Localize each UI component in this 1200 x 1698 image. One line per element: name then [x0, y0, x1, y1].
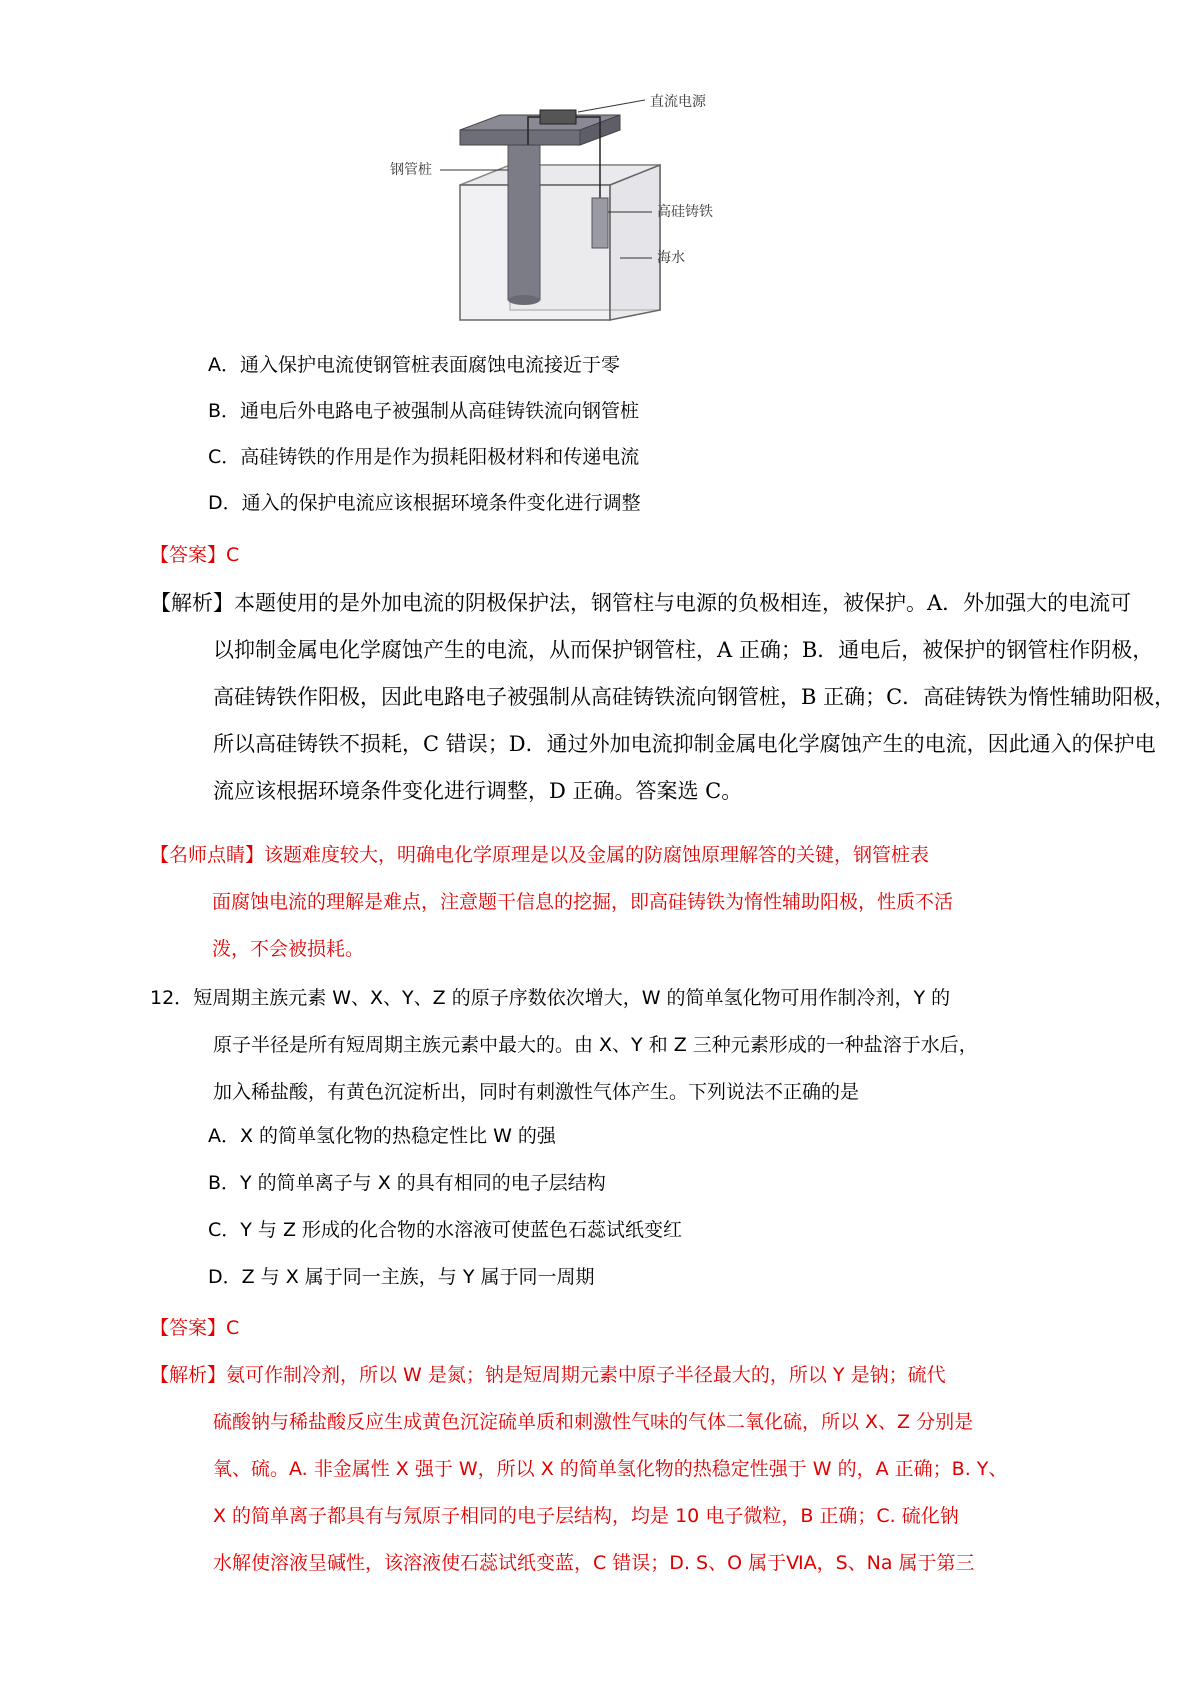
q12-explanation-text: 氨可作制冷剂，所以 W 是氮；钠是短周期元素中原子半径最大的，所以 Y 是钠；硫代 — [226, 1364, 946, 1386]
q11-tip-label: 【名师点睛】 — [150, 844, 265, 866]
label-power: 直流电源 — [650, 94, 706, 110]
steel-pile-base — [508, 295, 540, 305]
q11-explanation-text: 本题使用的是外加电流的阴极保护法，钢管柱与电源的负极相连，被保护。A．外加强大的电流可 — [234, 591, 1132, 615]
q12-stem — [150, 975, 978, 1116]
platform-front — [460, 130, 580, 145]
q11-explanation-line: 高硅铸铁作阳极，因此电路电子被强制从高硅铸铁流向钢管桩，B 正确；C．高硅铸铁为惰性辅助阳极， — [213, 685, 1176, 709]
q11-explanation-line: 以抑制金属电化学腐蚀产生的电流，从而保护钢管柱，A 正确；B．通电后，被保护的钢管柱作阴极， — [213, 638, 1154, 662]
label-silicon-iron: 高硅铸铁 — [657, 204, 713, 220]
steel-pile — [508, 145, 540, 300]
q12-answer — [150, 1315, 239, 1341]
q11-explanation-label: 【解析】 — [150, 591, 234, 615]
power-supply — [540, 110, 576, 124]
q12-stem-line: 加入稀盐酸，有黄色沉淀析出，同时有刺激性气体产生。下列说法不正确的是 — [213, 1081, 860, 1103]
q12-answer-value: C — [226, 1317, 240, 1339]
q11-answer — [150, 542, 239, 568]
q11-option-d: D．通入的保护电流应该根据环境条件变化进行调整 — [208, 492, 641, 514]
q12-stem-line: 原子半径是所有短周期主族元素中最大的。由 X、Y 和 Z 三种元素形成的一种盐溶于水后， — [213, 1034, 978, 1056]
q11-tip-line: 泼，不会被损耗。 — [212, 938, 365, 960]
q11-answer-label: 【答案】 — [150, 544, 227, 566]
q12-explanation-line: 水解使溶液呈碱性，该溶液使石蕊试纸变蓝，C 错误；D. S、O 属于ⅥA，S、Na 属于第三 — [213, 1552, 975, 1574]
q12-answer-label: 【答案】 — [150, 1317, 227, 1339]
q12-stem-text: 短周期主族元素 W、X、Y、Z 的原子序数依次增大，W 的简单氢化物可用作制冷剂，Y 的 — [193, 987, 951, 1009]
diagram-svg — [380, 70, 800, 360]
q12-option-b: B．Y 的简单离子与 X 的具有相同的电子层结构 — [208, 1172, 606, 1194]
q12-number: 12． — [150, 987, 194, 1009]
q11-explanation-line: 流应该根据环境条件变化进行调整，D 正确。答案选 C。 — [213, 779, 743, 803]
q12-option-d: D．Z 与 X 属于同一主族，与 Y 属于同一周期 — [208, 1266, 595, 1288]
q12-explanation — [150, 1352, 1007, 1587]
q11-explanation-line: 所以高硅铸铁不损耗，C 错误；D．通过外加电流抑制金属电化学腐蚀产生的电流，因此通入的保护电 — [213, 732, 1156, 756]
q12-option-a: A．X 的简单氢化物的热稳定性比 W 的强 — [208, 1125, 556, 1147]
q11-explanation-line — [150, 580, 1150, 627]
silicon-iron-anode — [592, 198, 608, 248]
label-seawater: 海水 — [657, 250, 685, 266]
q11-tip-line — [150, 832, 953, 879]
tank-side — [610, 165, 660, 320]
cathodic-protection-diagram — [380, 70, 800, 360]
q12-stem-line — [150, 975, 978, 1022]
q12-explanation-label: 【解析】 — [150, 1364, 227, 1386]
q11-answer-value: C — [226, 544, 240, 566]
q11-teacher-tip — [150, 832, 953, 973]
q12-explanation-line: X 的简单离子都具有与氖原子相同的电子层结构，均是 10 电子微粒，B 正确；C. 硫化钠 — [213, 1505, 959, 1527]
power-leader-line — [578, 100, 645, 112]
q11-option-b: B．通电后外电路电子被强制从高硅铸铁流向钢管桩 — [208, 400, 640, 422]
q12-explanation-line — [150, 1352, 1007, 1399]
q12-explanation-line: 氧、硫。A. 非金属性 X 强于 W，所以 X 的简单氢化物的热稳定性强于 W 的，A 正确；B. Y、 — [213, 1458, 1008, 1480]
label-steel-pile: 钢管桩 — [390, 162, 432, 178]
q12-option-c: C．Y 与 Z 形成的化合物的水溶液可使蓝色石蕊试纸变红 — [208, 1219, 683, 1241]
q11-tip-line: 面腐蚀电流的理解是难点，注意题干信息的挖掘，即高硅铸铁为惰性辅助阳极，性质不活 — [212, 891, 954, 913]
q11-explanation — [150, 580, 1176, 815]
q11-option-a: A．通入保护电流使钢管桩表面腐蚀电流接近于零 — [208, 354, 620, 376]
q11-option-c: C．高硅铸铁的作用是作为损耗阳极材料和传递电流 — [208, 446, 640, 468]
q12-explanation-line: 硫酸钠与稀盐酸反应生成黄色沉淀硫单质和刺激性气味的气体二氧化硫，所以 X、Z 分别是 — [213, 1411, 974, 1433]
q11-tip-text: 该题难度较大，明确电化学原理是以及金属的防腐蚀原理解答的关键，钢管桩表 — [264, 844, 930, 866]
